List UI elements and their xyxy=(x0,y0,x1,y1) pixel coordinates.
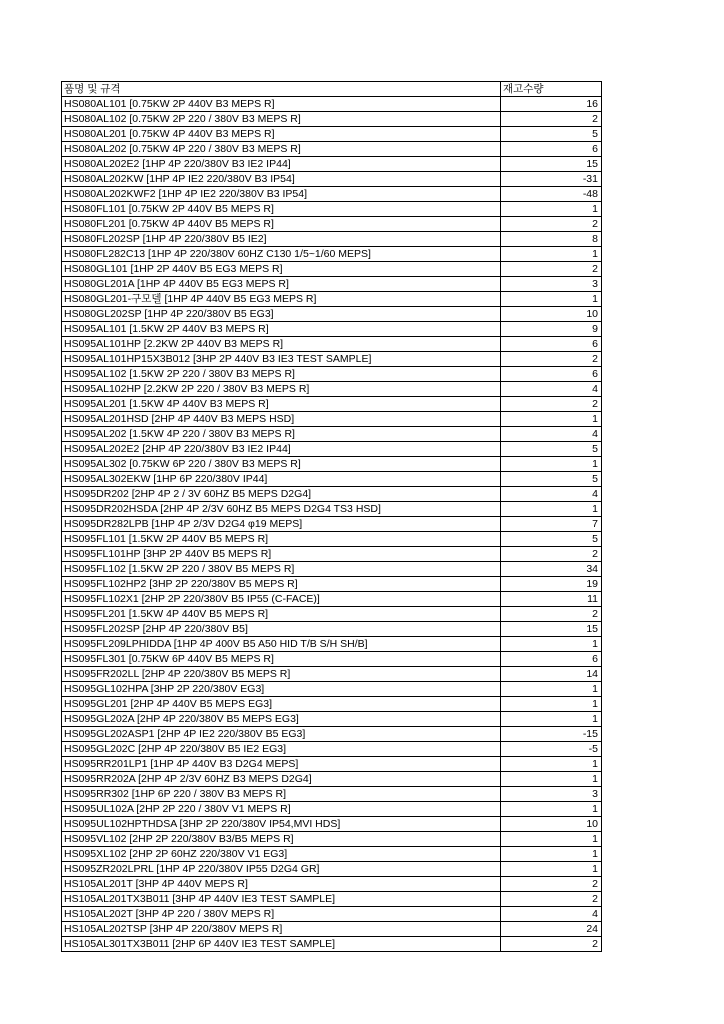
product-name-cell: HS080AL202KW [1HP 4P IE2 220/380V B3 IP54] xyxy=(62,172,501,187)
product-name-cell: HS080GL101 [1HP 2P 440V B5 EG3 MEPS R] xyxy=(62,262,501,277)
stock-quantity-cell: 24 xyxy=(501,922,602,937)
table-row xyxy=(62,592,602,607)
product-name-cell: HS080FL101 [0.75KW 2P 440V B5 MEPS R] xyxy=(62,202,501,217)
inventory-sheet xyxy=(61,81,601,952)
stock-quantity-cell: 4 xyxy=(501,907,602,922)
table-row xyxy=(62,607,602,622)
table-row xyxy=(62,487,602,502)
header-product-name: 품명 및 규격 xyxy=(62,82,501,97)
product-name-cell: HS095AL201HSD [2HP 4P 440V B3 MEPS HSD] xyxy=(62,412,501,427)
stock-quantity-cell: 6 xyxy=(501,337,602,352)
table-header-row xyxy=(62,82,602,97)
product-name-cell: HS095GL202A [2HP 4P 220/380V B5 MEPS EG3] xyxy=(62,712,501,727)
table-row xyxy=(62,232,602,247)
stock-quantity-cell: -48 xyxy=(501,187,602,202)
stock-quantity-cell: 3 xyxy=(501,277,602,292)
stock-quantity-cell: 1 xyxy=(501,862,602,877)
stock-quantity-cell: 5 xyxy=(501,532,602,547)
table-row xyxy=(62,442,602,457)
product-name-cell: HS105AL201T [3HP 4P 440V MEPS R] xyxy=(62,877,501,892)
product-name-cell: HS095GL202C [2HP 4P 220/380V B5 IE2 EG3] xyxy=(62,742,501,757)
product-name-cell: HS095ZR202LPRL [1HP 4P 220/380V IP55 D2G4 GR] xyxy=(62,862,501,877)
table-row xyxy=(62,277,602,292)
table-row xyxy=(62,637,602,652)
stock-quantity-cell: 6 xyxy=(501,652,602,667)
stock-quantity-cell: 8 xyxy=(501,232,602,247)
stock-quantity-cell: 2 xyxy=(501,937,602,952)
stock-quantity-cell: 1 xyxy=(501,292,602,307)
stock-quantity-cell: 1 xyxy=(501,697,602,712)
stock-quantity-cell: -5 xyxy=(501,742,602,757)
table-row xyxy=(62,217,602,232)
table-body xyxy=(62,97,602,952)
stock-quantity-cell: 2 xyxy=(501,607,602,622)
stock-quantity-cell: 1 xyxy=(501,847,602,862)
stock-quantity-cell: -31 xyxy=(501,172,602,187)
table-row xyxy=(62,472,602,487)
product-name-cell: HS095AL102 [1.5KW 2P 220 / 380V B3 MEPS R] xyxy=(62,367,501,382)
stock-quantity-cell: 3 xyxy=(501,787,602,802)
stock-quantity-cell: 34 xyxy=(501,562,602,577)
stock-quantity-cell: 1 xyxy=(501,757,602,772)
stock-quantity-cell: 1 xyxy=(501,202,602,217)
table-row xyxy=(62,322,602,337)
stock-quantity-cell: 1 xyxy=(501,247,602,262)
product-name-cell: HS105AL202TSP [3HP 4P 220/380V MEPS R] xyxy=(62,922,501,937)
product-name-cell: HS080FL282C13 [1HP 4P 220/380V 60HZ C130 1/5~1/60 MEPS] xyxy=(62,247,501,262)
stock-quantity-cell: 2 xyxy=(501,397,602,412)
stock-quantity-cell: 2 xyxy=(501,262,602,277)
table-row xyxy=(62,727,602,742)
product-name-cell: HS095AL202 [1.5KW 4P 220 / 380V B3 MEPS R] xyxy=(62,427,501,442)
stock-quantity-cell: 1 xyxy=(501,712,602,727)
table-row xyxy=(62,757,602,772)
product-name-cell: HS095AL302 [0.75KW 6P 220 / 380V B3 MEPS R] xyxy=(62,457,501,472)
stock-quantity-cell: 6 xyxy=(501,142,602,157)
stock-quantity-cell: 5 xyxy=(501,127,602,142)
table-row xyxy=(62,427,602,442)
table-row xyxy=(62,847,602,862)
table-row xyxy=(62,667,602,682)
table-row xyxy=(62,127,602,142)
stock-quantity-cell: 7 xyxy=(501,517,602,532)
product-name-cell: HS095XL102 [2HP 2P 60HZ 220/380V V1 EG3] xyxy=(62,847,501,862)
product-name-cell: HS095FL209LPHIDDA [1HP 4P 400V B5 A50 HID T/B S/H SH/B] xyxy=(62,637,501,652)
product-name-cell: HS095RR201LP1 [1HP 4P 440V B3 D2G4 MEPS] xyxy=(62,757,501,772)
table-row xyxy=(62,517,602,532)
stock-quantity-cell: 4 xyxy=(501,427,602,442)
product-name-cell: HS080AL202E2 [1HP 4P 220/380V B3 IE2 IP44] xyxy=(62,157,501,172)
table-row xyxy=(62,307,602,322)
stock-quantity-cell: 1 xyxy=(501,457,602,472)
table-row xyxy=(62,922,602,937)
stock-quantity-cell: 2 xyxy=(501,877,602,892)
table-row xyxy=(62,412,602,427)
stock-quantity-cell: 19 xyxy=(501,577,602,592)
product-name-cell: HS105AL202T [3HP 4P 220 / 380V MEPS R] xyxy=(62,907,501,922)
stock-quantity-cell: 1 xyxy=(501,802,602,817)
product-name-cell: HS095GL201 [2HP 4P 440V B5 MEPS EG3] xyxy=(62,697,501,712)
stock-quantity-cell: 4 xyxy=(501,487,602,502)
product-name-cell: HS080GL201A [1HP 4P 440V B5 EG3 MEPS R] xyxy=(62,277,501,292)
product-name-cell: HS105AL301TX3B011 [2HP 6P 440V IE3 TEST SAMPLE] xyxy=(62,937,501,952)
table-row xyxy=(62,142,602,157)
table-row xyxy=(62,97,602,112)
table-row xyxy=(62,802,602,817)
table-row xyxy=(62,187,602,202)
stock-quantity-cell: 1 xyxy=(501,682,602,697)
product-name-cell: HS080AL202 [0.75KW 4P 220 / 380V B3 MEPS R] xyxy=(62,142,501,157)
table-row xyxy=(62,532,602,547)
table-row xyxy=(62,112,602,127)
product-name-cell: HS095FL101 [1.5KW 2P 440V B5 MEPS R] xyxy=(62,532,501,547)
table-row xyxy=(62,817,602,832)
product-name-cell: HS105AL201TX3B011 [3HP 4P 440V IE3 TEST SAMPLE] xyxy=(62,892,501,907)
product-name-cell: HS095AL102HP [2.2KW 2P 220 / 380V B3 MEPS R] xyxy=(62,382,501,397)
table-row xyxy=(62,622,602,637)
product-name-cell: HS095AL202E2 [2HP 4P 220/380V B3 IE2 IP44] xyxy=(62,442,501,457)
stock-quantity-cell: 1 xyxy=(501,637,602,652)
stock-quantity-cell: 2 xyxy=(501,547,602,562)
table-row xyxy=(62,292,602,307)
product-name-cell: HS095RR302 [1HP 6P 220 / 380V B3 MEPS R] xyxy=(62,787,501,802)
stock-quantity-cell: 11 xyxy=(501,592,602,607)
table-row xyxy=(62,907,602,922)
product-name-cell: HS095FL102 [1.5KW 2P 220 / 380V B5 MEPS R] xyxy=(62,562,501,577)
table-row xyxy=(62,352,602,367)
product-name-cell: HS095DR202 [2HP 4P 2 / 3V 60HZ B5 MEPS D2G4] xyxy=(62,487,501,502)
table-row xyxy=(62,577,602,592)
stock-quantity-cell: 15 xyxy=(501,622,602,637)
table-row xyxy=(62,547,602,562)
product-name-cell: HS095GL202ASP1 [2HP 4P IE2 220/380V B5 EG3] xyxy=(62,727,501,742)
table-row xyxy=(62,397,602,412)
stock-quantity-cell: 14 xyxy=(501,667,602,682)
stock-quantity-cell: 1 xyxy=(501,772,602,787)
table-row xyxy=(62,247,602,262)
table-row xyxy=(62,157,602,172)
stock-quantity-cell: 1 xyxy=(501,412,602,427)
table-row xyxy=(62,502,602,517)
product-name-cell: HS095FL102HP2 [3HP 2P 220/380V B5 MEPS R] xyxy=(62,577,501,592)
product-name-cell: HS095AL201 [1.5KW 4P 440V B3 MEPS R] xyxy=(62,397,501,412)
stock-quantity-cell: 6 xyxy=(501,367,602,382)
product-name-cell: HS095VL102 [2HP 2P 220/380V B3/B5 MEPS R] xyxy=(62,832,501,847)
product-name-cell: HS080AL101 [0.75KW 2P 440V B3 MEPS R] xyxy=(62,97,501,112)
product-name-cell: HS095UL102A [2HP 2P 220 / 380V V1 MEPS R] xyxy=(62,802,501,817)
stock-quantity-cell: 16 xyxy=(501,97,602,112)
product-name-cell: HS080AL102 [0.75KW 2P 220 / 380V B3 MEPS R] xyxy=(62,112,501,127)
stock-quantity-cell: -15 xyxy=(501,727,602,742)
table-row xyxy=(62,877,602,892)
product-name-cell: HS095FR202LL [2HP 4P 220/380V B5 MEPS R] xyxy=(62,667,501,682)
product-name-cell: HS095DR202HSDA [2HP 4P 2/3V 60HZ B5 MEPS D2G4 TS3 HSD] xyxy=(62,502,501,517)
product-name-cell: HS095AL101HP [2.2KW 2P 440V B3 MEPS R] xyxy=(62,337,501,352)
table-row xyxy=(62,172,602,187)
product-name-cell: HS080FL202SP [1HP 4P 220/380V B5 IE2] xyxy=(62,232,501,247)
table-row xyxy=(62,892,602,907)
product-name-cell: HS095GL102HPA [3HP 2P 220/380V EG3] xyxy=(62,682,501,697)
product-name-cell: HS080GL201-구모델 [1HP 4P 440V B5 EG3 MEPS R] xyxy=(62,292,501,307)
product-name-cell: HS080AL202KWF2 [1HP 4P IE2 220/380V B3 IP54] xyxy=(62,187,501,202)
stock-quantity-cell: 5 xyxy=(501,472,602,487)
stock-quantity-cell: 2 xyxy=(501,352,602,367)
table-row xyxy=(62,832,602,847)
product-name-cell: HS095AL101 [1.5KW 2P 440V B3 MEPS R] xyxy=(62,322,501,337)
stock-quantity-cell: 5 xyxy=(501,442,602,457)
product-name-cell: HS095UL102HPTHDSA [3HP 2P 220/380V IP54,MVI HDS] xyxy=(62,817,501,832)
stock-quantity-cell: 9 xyxy=(501,322,602,337)
stock-quantity-cell: 1 xyxy=(501,832,602,847)
table-row xyxy=(62,562,602,577)
table-row xyxy=(62,652,602,667)
table-row xyxy=(62,682,602,697)
table-row xyxy=(62,712,602,727)
product-name-cell: HS095FL301 [0.75KW 6P 440V B5 MEPS R] xyxy=(62,652,501,667)
product-name-cell: HS095FL101HP [3HP 2P 440V B5 MEPS R] xyxy=(62,547,501,562)
table-row xyxy=(62,262,602,277)
stock-quantity-cell: 2 xyxy=(501,892,602,907)
stock-quantity-cell: 1 xyxy=(501,502,602,517)
stock-quantity-cell: 4 xyxy=(501,382,602,397)
stock-quantity-cell: 2 xyxy=(501,112,602,127)
table-row xyxy=(62,367,602,382)
product-name-cell: HS095AL101HP15X3B012 [3HP 2P 440V B3 IE3 TEST SAMPLE] xyxy=(62,352,501,367)
table-row xyxy=(62,937,602,952)
product-name-cell: HS095AL302EKW [1HP 6P 220/380V IP44] xyxy=(62,472,501,487)
table-row xyxy=(62,787,602,802)
table-row xyxy=(62,697,602,712)
stock-quantity-cell: 10 xyxy=(501,817,602,832)
header-stock-quantity: 재고수량 xyxy=(501,82,602,97)
table-row xyxy=(62,457,602,472)
stock-quantity-cell: 2 xyxy=(501,217,602,232)
product-name-cell: HS080AL201 [0.75KW 4P 440V B3 MEPS R] xyxy=(62,127,501,142)
stock-quantity-cell: 15 xyxy=(501,157,602,172)
product-name-cell: HS095FL201 [1.5KW 4P 440V B5 MEPS R] xyxy=(62,607,501,622)
table-row xyxy=(62,862,602,877)
product-name-cell: HS080GL202SP [1HP 4P 220/380V B5 EG3] xyxy=(62,307,501,322)
table-row xyxy=(62,742,602,757)
stock-quantity-cell: 10 xyxy=(501,307,602,322)
table-row xyxy=(62,382,602,397)
table-row xyxy=(62,202,602,217)
product-name-cell: HS095RR202A [2HP 4P 2/3V 60HZ B3 MEPS D2G4] xyxy=(62,772,501,787)
product-name-cell: HS095DR282LPB [1HP 4P 2/3V D2G4 φ19 MEPS] xyxy=(62,517,501,532)
table-row xyxy=(62,337,602,352)
inventory-table xyxy=(61,81,602,952)
product-name-cell: HS095FL202SP [2HP 4P 220/380V B5] xyxy=(62,622,501,637)
table-row xyxy=(62,772,602,787)
product-name-cell: HS095FL102X1 [2HP 2P 220/380V B5 IP55 (C-FACE)] xyxy=(62,592,501,607)
product-name-cell: HS080FL201 [0.75KW 4P 440V B5 MEPS R] xyxy=(62,217,501,232)
